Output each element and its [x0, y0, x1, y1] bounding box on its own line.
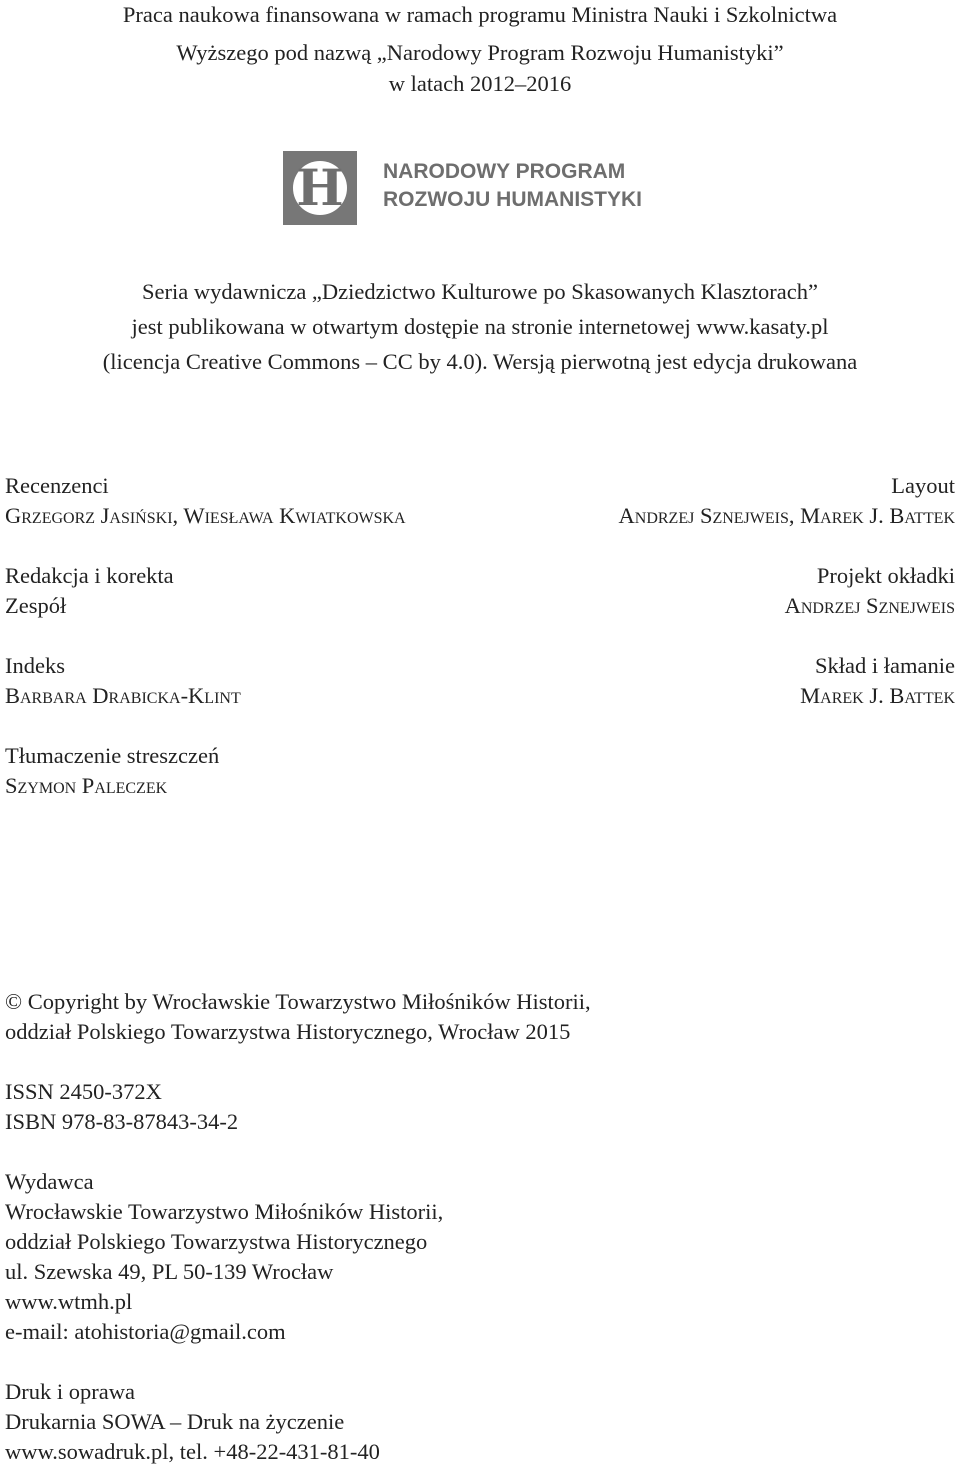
- index-value: Barbara Drabicka-Klint: [5, 683, 241, 708]
- layout-value: Andrzej Sznejweis, Marek J. Battek: [618, 503, 955, 528]
- funding-line-2: Wyższego pod nazwą „Narodowy Program Rozwoju Humanistyki”: [176, 40, 784, 65]
- index-label: Indeks: [5, 653, 65, 678]
- typesetting-label: Skład i łamanie: [815, 653, 955, 678]
- funding-line-3: w latach 2012–2016: [388, 71, 572, 96]
- publisher-website: www.wtmh.pl: [5, 1289, 133, 1314]
- publisher-label: Wydawca: [5, 1169, 94, 1194]
- publisher-line-1: Wrocławskie Towarzystwo Miłośników Historii,: [5, 1199, 444, 1224]
- printing-line-1: Drukarnia SOWA – Druk na życzenie: [5, 1409, 345, 1434]
- publisher-email: e-mail: atohistoria@gmail.com: [5, 1319, 286, 1344]
- typesetting-value: Marek J. Battek: [800, 683, 955, 708]
- printing-label: Druk i oprawa: [5, 1379, 135, 1404]
- cover-value: Andrzej Sznejweis: [784, 593, 955, 618]
- publisher-address: ul. Szewska 49, PL 50-139 Wrocław: [5, 1259, 334, 1284]
- copyright-line-1: © Copyright by Wrocławskie Towarzystwo Miłośników Historii,: [5, 989, 591, 1014]
- publisher-line-2: oddział Polskiego Towarzystwa Historycznego: [5, 1229, 428, 1254]
- printing-line-2: www.sowadruk.pl, tel. +48-22-431-81-40: [5, 1439, 380, 1464]
- cover-label: Projekt okładki: [816, 563, 955, 588]
- series-line-3: (licencja Creative Commons – CC by 4.0). Wersją pierwotną jest edycja drukowana: [102, 349, 858, 374]
- nprh-logo-mark: [283, 151, 357, 225]
- series-line-1: Seria wydawnicza „Dziedzictwo Kulturowe po Skasowanych Klasztorach”: [142, 279, 818, 304]
- h-letter-icon: H: [296, 158, 344, 217]
- series-line-2: jest publikowana w otwartym dostępie na stronie internetowej www.kasaty.pl: [131, 314, 829, 339]
- translation-value: Szymon Paleczek: [5, 773, 168, 798]
- translation-label: Tłumaczenie streszczeń: [5, 743, 220, 768]
- copyright-line-2: oddział Polskiego Towarzystwa Historycznego, Wrocław 2015: [5, 1019, 571, 1044]
- editing-value: Zespół: [5, 593, 67, 618]
- reviewers-label: Recenzenci: [5, 473, 109, 498]
- layout-label: Layout: [891, 473, 955, 498]
- isbn: ISBN 978-83-87843-34-2: [5, 1109, 239, 1134]
- funding-line-1: Praca naukowa finansowana w ramach programu Ministra Nauki i Szkolnictwa: [122, 2, 838, 27]
- editing-label: Redakcja i korekta: [5, 563, 174, 588]
- reviewers-value: Grzegorz Jasiński, Wiesława Kwiatkowska: [5, 503, 406, 528]
- issn: ISSN 2450-372X: [5, 1079, 162, 1104]
- nprh-logo-text: NARODOWY PROGRAM ROZWOJU HUMANISTYKI: [383, 160, 642, 211]
